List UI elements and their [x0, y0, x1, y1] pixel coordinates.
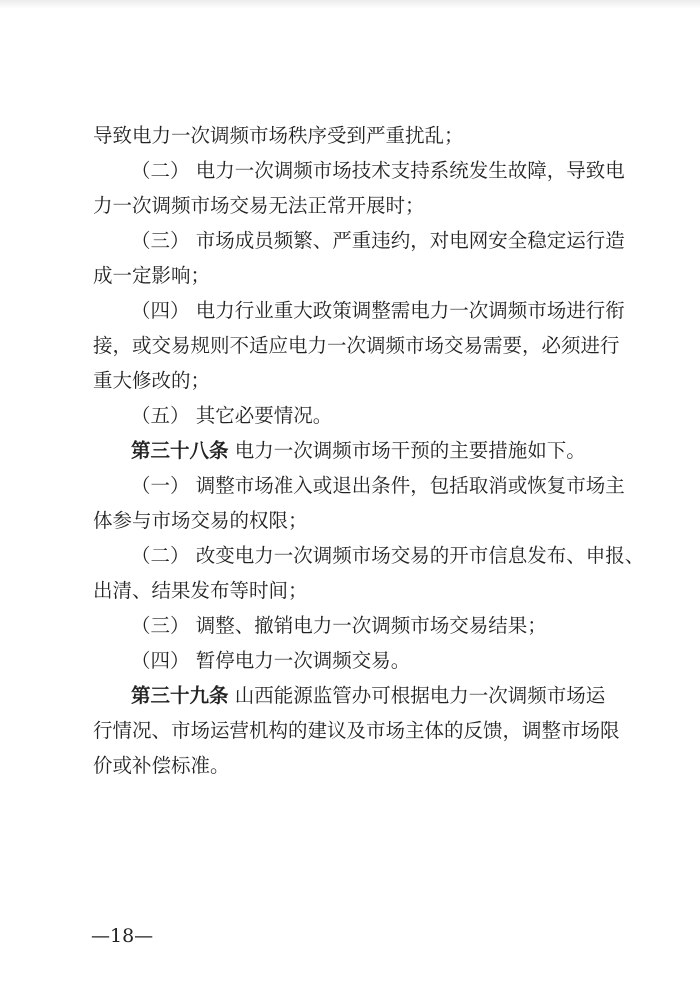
text-line: 价或补偿标准。 [93, 754, 230, 777]
article-39-text: 山西能源监管办可根据电力一次调频市场运 [228, 684, 606, 707]
text-line: 接，或交易规则不适应电力一次调频市场交易需要，必须进行 [93, 334, 620, 357]
text-line: 导致电力一次调频市场秩序受到严重扰乱； [93, 124, 464, 147]
text-line: 体参与市场交易的权限； [93, 509, 308, 532]
text-line: （四） 电力行业重大政策调整需电力一次调频市场进行衔 [131, 299, 625, 322]
text-line: 出清、结果发布等时间； [93, 579, 308, 602]
text-line: （三） 调整、撤销电力一次调频市场交易结果； [131, 614, 547, 637]
text-line: （三） 市场成员频繁、严重违约，对电网安全稳定运行造 [131, 229, 625, 252]
text-line: （五） 其它必要情况。 [131, 404, 333, 427]
text-line: 成一定影响； [93, 264, 211, 287]
text-line: （二） 电力一次调频市场技术支持系统发生故障，导致电 [131, 159, 625, 182]
article-39-label: 第三十九条 [131, 684, 229, 707]
article-39-heading [93, 678, 613, 713]
document-body [93, 118, 645, 783]
text-line: 重大修改的； [93, 369, 211, 392]
text-line: （二） 改变电力一次调频市场交易的开市信息发布、申报、 [131, 544, 645, 567]
article-38-text: 电力一次调频市场干预的主要措施如下。 [228, 439, 586, 462]
text-line: （一） 调整市场准入或退出条件，包括取消或恢复市场主 [131, 474, 625, 497]
text-line: 行情况、市场运营机构的建议及市场主体的反馈，调整市场限 [93, 719, 620, 742]
scan-edge [0, 0, 700, 9]
article-38-label: 第三十八条 [131, 439, 229, 462]
text-line: （四） 暂停电力一次调频交易。 [131, 649, 411, 672]
article-38-heading [93, 433, 613, 468]
text-line: 力一次调频市场交易无法正常开展时； [93, 194, 425, 217]
page-number: —18— [91, 925, 154, 947]
